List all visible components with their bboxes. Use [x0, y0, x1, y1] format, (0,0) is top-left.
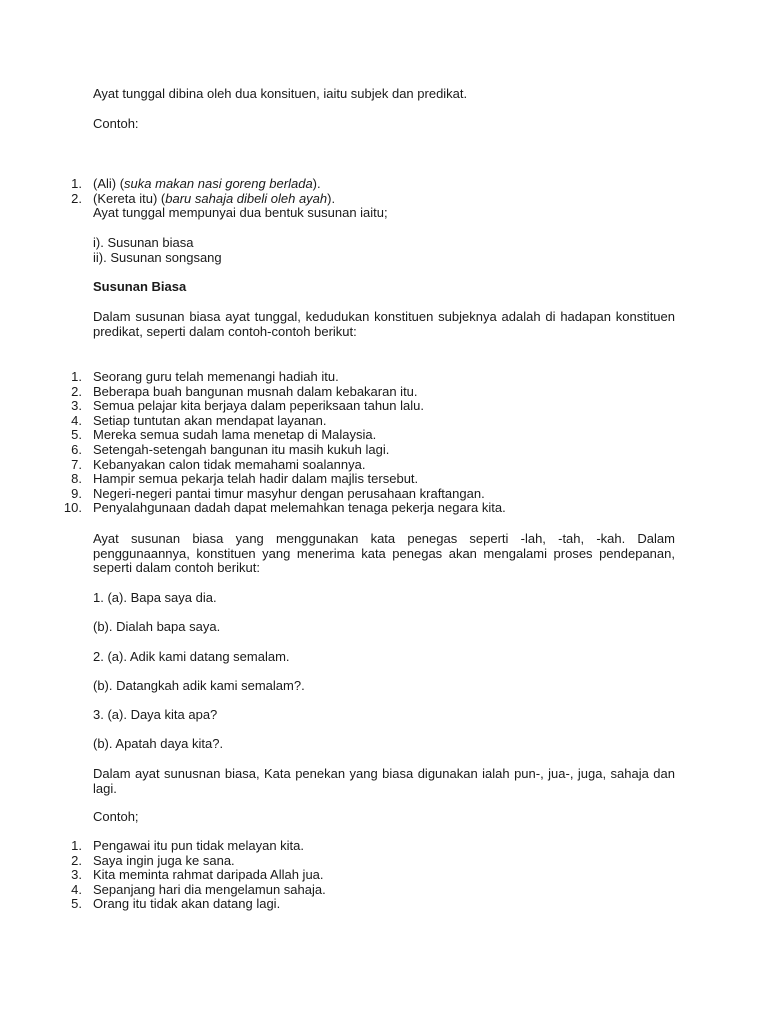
list-item: 2. Beberapa buah bangunan musnah dalam kebakaran itu. — [71, 383, 418, 399]
bentuk-line: Ayat tunggal mempunyai dua bentuk susunan iaitu; — [93, 205, 388, 220]
list-item: 6. Setengah-setengah bangunan itu masih kukuh lagi. — [71, 441, 390, 457]
penegas-paragraph: Ayat susunan biasa yang menggunakan kata penegas seperti -lah, -tah, -kah. Dalam penggunaannya, konstituen yang menerima kata penegas akan mengalami proses pendepanan, seperti dalam contoh berikut: — [93, 531, 675, 576]
list-item: 2. Saya ingin juga ke sana. — [71, 852, 235, 868]
bentuk-item-biasa: i). Susunan biasa — [93, 235, 194, 250]
example-list-3 — [0, 839, 700, 912]
list-item: 5. Mereka semua sudah lama menetap di Malaysia. — [71, 427, 377, 443]
list-item: 3. Kita meminta rahmat daripada Allah jua. — [71, 867, 324, 883]
penegas-example: 3. (a). Daya kita apa? — [93, 707, 218, 722]
list-item: 4. Sepanjang hari dia mengelamun sahaja. — [71, 881, 326, 897]
example-list-2 — [0, 370, 700, 516]
penekan-paragraph: Dalam ayat sunusnan biasa, Kata penekan yang biasa digunakan ialah pun-, jua-, juga, sahaja dan lagi. — [93, 766, 675, 796]
list-item: 2. (Kereta itu) (baru sahaja dibeli oleh ayah). — [71, 190, 336, 206]
list-item: 10. Penyalahgunaan dadah dapat melemahkan tenaga pekerja negara kita. — [63, 500, 506, 516]
contoh-label-2: Contoh; — [93, 809, 139, 824]
intro-line: Ayat tunggal dibina oleh dua konsituen, iaitu subjek dan predikat. — [93, 86, 468, 101]
contoh-label: Contoh: — [93, 116, 139, 131]
section-heading: Susunan Biasa — [93, 279, 187, 294]
list-item: 1. Seorang guru telah memenangi hadiah itu. — [71, 369, 339, 384]
bentuk-item-songsang: ii). Susunan songsang — [93, 250, 222, 265]
list-item: 8. Hampir semua pekarja telah hadir dalam majlis tersebut. — [71, 471, 419, 487]
list-item: 3. Semua pelajar kita berjaya dalam peperiksaan tahun lalu. — [71, 398, 424, 414]
penegas-example: 2. (a). Adik kami datang semalam. — [93, 649, 290, 664]
section-paragraph: Dalam susunan biasa ayat tunggal, kedudukan konstituen subjeknya adalah di hadapan konstituen predikat, seperti dalam contoh-contoh berikut: — [93, 309, 675, 339]
example-list-1 — [0, 177, 700, 206]
list-item: 5. Orang itu tidak akan datang lagi. — [71, 896, 281, 912]
list-item: 9. Negeri-negeri pantai timur masyhur dengan perusahaan kraftangan. — [71, 485, 485, 501]
list-item: 1. (Ali) (suka makan nasi goreng berlada). — [71, 176, 321, 191]
list-item: 4. Setiap tuntutan akan mendapat layanan. — [71, 412, 327, 428]
penegas-example: (b). Datangkah adik kami semalam?. — [93, 678, 305, 693]
list-item: 1. Pengawai itu pun tidak melayan kita. — [71, 838, 305, 853]
penegas-example: 1. (a). Bapa saya dia. — [93, 590, 217, 605]
penegas-example: (b). Dialah bapa saya. — [93, 619, 221, 634]
list-item: 7. Kebanyakan calon tidak memahami soalannya. — [71, 456, 366, 472]
penegas-example: (b). Apatah daya kita?. — [93, 736, 224, 751]
